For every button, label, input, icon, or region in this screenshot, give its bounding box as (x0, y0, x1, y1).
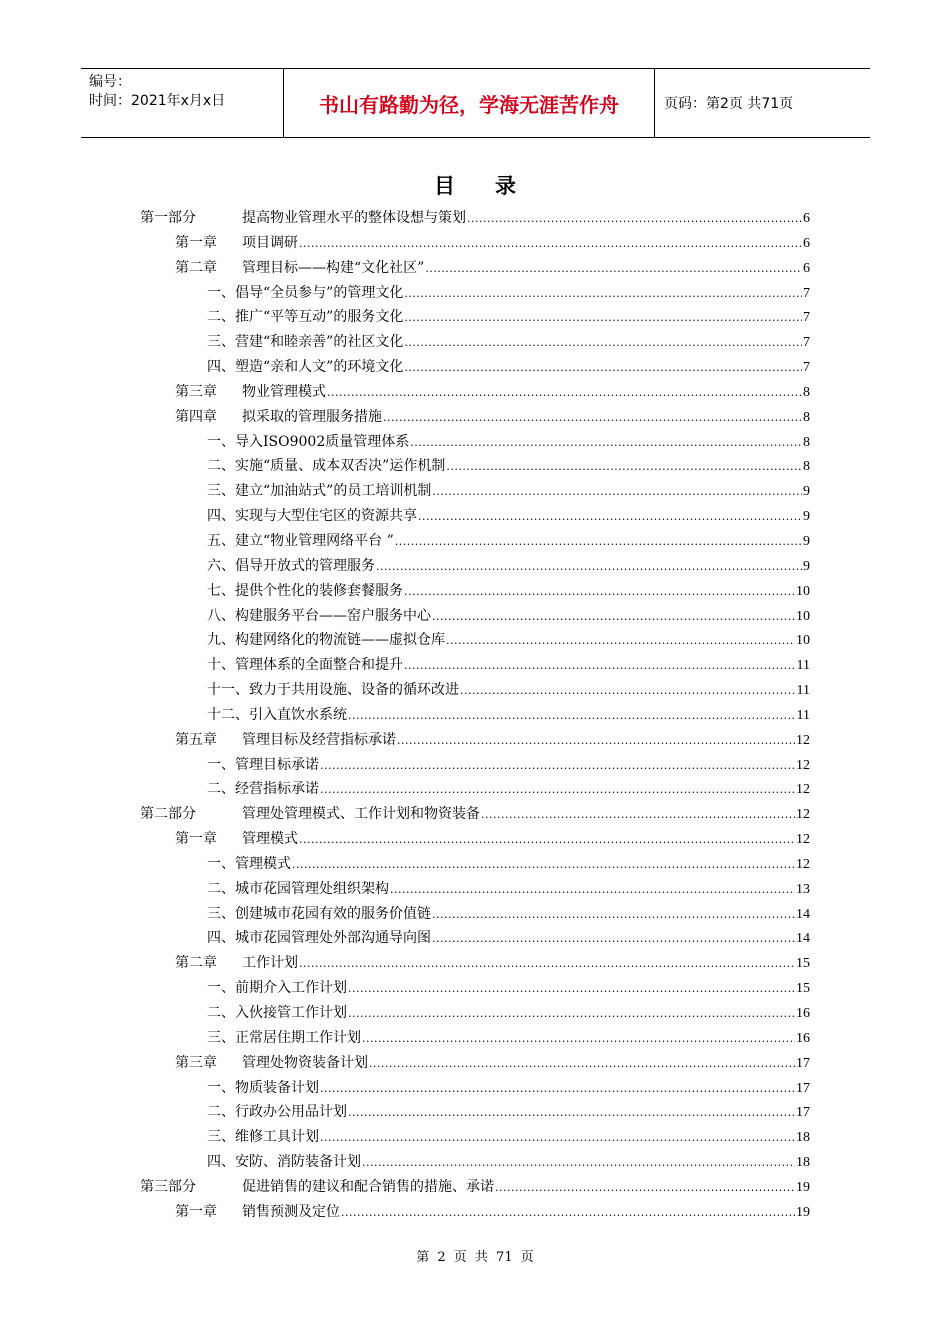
toc-entry-title (140, 1176, 494, 1196)
toc-entry[interactable] (140, 406, 810, 431)
toc-entry-title (207, 654, 403, 674)
toc-entry-text: 四、塑造“亲和人文”的环境文化 (207, 359, 404, 376)
toc-dot-leader (362, 1032, 795, 1045)
toc-title: 目录 (434, 174, 556, 198)
toc-entry-title (207, 977, 347, 997)
toc-entry-number: 第二章 (175, 955, 217, 972)
toc-entry[interactable] (140, 1002, 810, 1027)
toc-dot-leader (404, 336, 802, 349)
toc-dot-leader (432, 485, 802, 498)
toc-entry-title (207, 605, 431, 625)
toc-entry[interactable] (140, 729, 810, 754)
toc-entry-page: 19 (796, 1204, 810, 1220)
toc-entry-page: 7 (803, 360, 810, 376)
toc-entry-text: 管理目标——构建“文化社区” (242, 259, 425, 276)
toc-dot-leader (299, 833, 795, 846)
toc-entry-page: 8 (803, 434, 810, 450)
toc-dot-leader (327, 386, 802, 399)
toc-entry-title (140, 803, 480, 823)
toc-entry-number: 第一章 (175, 234, 217, 251)
toc-entry[interactable] (140, 331, 810, 356)
toc-entry-title (207, 1101, 347, 1121)
toc-dot-leader (446, 634, 795, 647)
toc-dot-leader (362, 1156, 795, 1169)
table-of-contents (140, 207, 810, 1226)
toc-entry-text: 管理目标及经营指标承诺 (242, 731, 396, 748)
toc-entry-title (207, 903, 431, 923)
toc-entry[interactable] (140, 927, 810, 952)
toc-entry-text: 提高物业管理水平的整体设想与策划 (242, 210, 466, 226)
toc-entry[interactable] (140, 605, 810, 630)
toc-entry-text: 一、前期介入工作计划 (207, 980, 347, 997)
toc-entry-text: 销售预测及定位 (242, 1203, 340, 1220)
toc-entry-page: 12 (796, 832, 810, 848)
toc-entry-title (175, 952, 298, 972)
toc-entry[interactable] (140, 381, 810, 406)
toc-dot-leader (418, 510, 802, 523)
toc-entry-title (207, 306, 403, 326)
toc-entry-page: 7 (803, 310, 810, 326)
toc-entry-title (207, 555, 375, 575)
toc-entry-text: 四、实现与大型住宅区的资源共享 (207, 508, 417, 525)
toc-entry[interactable] (140, 480, 810, 505)
toc-entry-title (175, 406, 382, 426)
toc-entry-title (175, 1201, 340, 1221)
toc-entry-title (175, 729, 396, 749)
toc-entry-title (207, 1077, 319, 1097)
toc-entry-number: 第五章 (175, 731, 217, 748)
toc-entry-title (207, 1027, 361, 1047)
toc-entry-text: 促进销售的建议和配合销售的措施、承诺 (242, 1178, 494, 1195)
toc-entry-text: 三、建立“加油站式”的员工培训机制 (207, 483, 432, 500)
toc-entry-text: 四、安防、消防装备计划 (207, 1154, 361, 1171)
document-number-label: 编号： (89, 74, 131, 90)
toc-entry-title (207, 580, 403, 600)
toc-entry-title (207, 530, 394, 550)
toc-entry-text: 项目调研 (242, 234, 298, 251)
toc-entry[interactable] (140, 356, 810, 381)
toc-entry-page: 8 (803, 409, 810, 425)
toc-dot-leader (404, 287, 802, 300)
toc-dot-leader (495, 1181, 795, 1194)
toc-entry-text: 二、推广“平等互动”的服务文化 (207, 309, 404, 326)
toc-entry-text: 一、导入ISO9002质量管理体系 (207, 433, 410, 450)
toc-entry-text: 二、经营指标承诺 (207, 781, 319, 798)
toc-entry-title (207, 754, 319, 774)
page-header (81, 68, 870, 138)
toc-dot-leader (376, 560, 802, 573)
toc-entry-text: 物业管理模式 (242, 383, 326, 400)
toc-entry[interactable] (140, 903, 810, 928)
toc-entry-text: 一、倡导“全员参与”的管理文化 (207, 284, 404, 301)
toc-entry-text: 三、维修工具计划 (207, 1129, 319, 1146)
toc-entry-page: 15 (796, 981, 810, 997)
toc-entry-text: 管理处管理模式、工作计划和物资装备 (242, 806, 480, 823)
toc-entry-page: 14 (796, 931, 810, 947)
toc-entry[interactable] (140, 1126, 810, 1151)
toc-entry-title (207, 778, 319, 798)
toc-entry[interactable] (140, 1052, 810, 1077)
toc-entry-title (175, 257, 424, 277)
toc-entry-text: 三、正常居住期工作计划 (207, 1029, 361, 1046)
toc-dot-leader (320, 759, 795, 772)
toc-entry[interactable] (140, 530, 810, 555)
toc-entry-number: 第一章 (175, 831, 217, 848)
toc-entry[interactable] (140, 828, 810, 853)
toc-entry-page: 15 (796, 956, 810, 972)
toc-entry-title (207, 679, 459, 699)
toc-entry-title (207, 455, 445, 475)
toc-entry-page: 6 (803, 235, 810, 251)
page-footer: 第 2 页 共 71 页 (416, 1250, 534, 1265)
toc-entry-page: 9 (803, 533, 810, 549)
toc-entry-page: 8 (803, 384, 810, 400)
toc-dot-leader (395, 535, 802, 548)
toc-dot-leader (348, 1106, 795, 1119)
toc-dot-leader (369, 1057, 795, 1070)
toc-entry[interactable] (140, 257, 810, 282)
toc-entry-page: 11 (796, 658, 810, 674)
toc-entry-text: 八、构建服务平台——窑户服务中心 (207, 607, 431, 624)
toc-entry-text: 二、城市花园管理处组织架构 (207, 880, 389, 897)
toc-entry-number: 第三章 (175, 1054, 217, 1071)
toc-entry[interactable] (140, 580, 810, 605)
toc-dot-leader (432, 908, 795, 921)
toc-entry-page: 12 (796, 807, 810, 823)
toc-dot-leader (390, 883, 795, 896)
toc-entry-page: 6 (803, 211, 810, 226)
header-page-label: 页码：第2页 共71页 (664, 96, 794, 112)
toc-dot-leader (404, 361, 802, 374)
toc-entry[interactable] (140, 754, 810, 779)
toc-entry-page: 16 (796, 1006, 810, 1021)
toc-entry[interactable] (140, 654, 810, 679)
toc-entry[interactable] (140, 1027, 810, 1052)
toc-dot-leader (341, 1206, 795, 1219)
toc-dot-leader (446, 460, 802, 473)
toc-entry[interactable] (140, 778, 810, 803)
toc-dot-leader (292, 858, 795, 871)
toc-entry-text: 十二、引入直饮水系统 (207, 706, 347, 723)
toc-dot-leader (467, 212, 802, 225)
toc-entry[interactable] (140, 282, 810, 307)
toc-entry-number: 第四章 (175, 408, 217, 425)
toc-entry[interactable] (140, 1077, 810, 1102)
toc-entry-text: 三、创建城市花园有效的服务价值链 (207, 905, 431, 922)
toc-entry[interactable] (140, 977, 810, 1002)
toc-entry-page: 12 (796, 757, 810, 773)
toc-entry-page: 6 (803, 260, 810, 276)
toc-entry-title (140, 207, 466, 227)
toc-entry-number: 第二部分 (140, 806, 196, 823)
toc-entry-title (175, 1052, 368, 1072)
toc-dot-leader (299, 957, 795, 970)
toc-dot-leader (432, 610, 795, 623)
toc-entry-page: 12 (796, 782, 810, 798)
toc-entry-page: 7 (803, 285, 810, 301)
toc-entry[interactable] (140, 803, 810, 828)
toc-entry-number: 第三章 (175, 383, 217, 400)
toc-entry-page: 19 (796, 1179, 810, 1195)
toc-dot-leader (404, 585, 795, 598)
toc-entry-text: 七、提供个性化的装修套餐服务 (207, 582, 403, 599)
toc-dot-leader (410, 436, 802, 449)
toc-entry-title (207, 1151, 361, 1171)
toc-entry-title (207, 853, 291, 873)
toc-dot-leader (481, 808, 795, 821)
toc-entry-title (207, 331, 403, 351)
toc-entry-page: 10 (796, 633, 810, 649)
toc-entry-title (175, 381, 326, 401)
toc-entry-title (207, 505, 417, 525)
toc-entry-page: 16 (796, 1030, 810, 1046)
header-meta (81, 69, 283, 137)
toc-entry-page: 11 (796, 707, 810, 723)
toc-entry[interactable] (140, 952, 810, 977)
toc-entry[interactable] (140, 306, 810, 331)
toc-entry-page: 12 (796, 732, 810, 748)
toc-entry-text: 二、实施“质量、成本双否决”运作机制 (207, 458, 446, 475)
toc-dot-leader (397, 734, 795, 747)
toc-entry-page: 17 (796, 1080, 810, 1096)
toc-entry-page: 14 (796, 906, 810, 922)
toc-entry-text: 十一、致力于共用设施、设备的循环改进 (207, 682, 459, 699)
toc-dot-leader (299, 237, 802, 250)
toc-dot-leader (348, 982, 795, 995)
toc-entry-page: 8 (803, 459, 810, 475)
toc-dot-leader (383, 411, 802, 424)
toc-entry[interactable] (140, 878, 810, 903)
toc-entry-text: 管理模式 (242, 831, 298, 848)
toc-entry-page: 9 (803, 558, 810, 574)
toc-entry-title (207, 1126, 319, 1146)
toc-entry-title (207, 878, 389, 898)
toc-entry-page: 13 (796, 881, 810, 897)
toc-dot-leader (425, 262, 802, 275)
toc-entry-title (207, 927, 431, 947)
toc-entry-page: 17 (796, 1105, 810, 1121)
toc-entry-title (175, 828, 298, 848)
toc-entry-number: 第三部分 (140, 1178, 196, 1195)
toc-entry-page: 9 (803, 484, 810, 500)
toc-dot-leader (432, 932, 795, 945)
toc-entry-page: 18 (796, 1155, 810, 1171)
toc-entry-page: 7 (803, 335, 810, 351)
toc-entry-text: 六、倡导开放式的管理服务 (207, 557, 375, 574)
toc-entry-text: 工作计划 (242, 955, 298, 972)
toc-dot-leader (348, 1007, 795, 1020)
toc-entry[interactable] (140, 853, 810, 878)
toc-entry-title (207, 629, 445, 649)
header-motto: 书山有路勤为径，学海无涯苦作舟 (283, 69, 655, 137)
toc-entry[interactable] (140, 1201, 810, 1226)
toc-entry-text: 九、构建网络化的物流链——虚拟仓库 (207, 632, 445, 649)
toc-entry-number: 第一章 (175, 1203, 217, 1220)
document-date-label: 时间：2021年x月x日 (89, 93, 226, 109)
toc-entry[interactable] (140, 455, 810, 480)
toc-entry-page: 17 (796, 1055, 810, 1071)
toc-entry-text: 五、建立“物业管理网络平台 ” (207, 532, 394, 549)
toc-entry-page: 9 (803, 509, 810, 525)
toc-entry-title (207, 282, 403, 302)
toc-dot-leader (460, 684, 796, 697)
toc-entry-number: 第一部分 (140, 210, 196, 226)
toc-entry-text: 二、行政办公用品计划 (207, 1104, 347, 1121)
toc-entry[interactable] (140, 704, 810, 729)
toc-dot-leader (348, 709, 796, 722)
toc-entry-page: 12 (796, 856, 810, 872)
toc-entry-page: 10 (796, 583, 810, 599)
toc-entry-text: 十、管理体系的全面整合和提升 (207, 657, 403, 674)
toc-entry-title (207, 704, 347, 724)
toc-entry-title (207, 1002, 347, 1022)
toc-entry[interactable] (140, 1176, 810, 1201)
toc-entry-text: 一、管理模式 (207, 855, 291, 872)
toc-entry[interactable] (140, 232, 810, 257)
toc-entry[interactable] (140, 1151, 810, 1176)
toc-dot-leader (404, 311, 802, 324)
toc-dot-leader (320, 1082, 795, 1095)
toc-entry-text: 管理处物资装备计划 (242, 1054, 368, 1071)
toc-entry-title (207, 356, 403, 376)
toc-entry[interactable] (140, 505, 810, 530)
toc-entry-page: 11 (796, 683, 810, 699)
toc-entry-number: 第二章 (175, 259, 217, 276)
toc-entry-text: 二、入伙接管工作计划 (207, 1005, 347, 1021)
toc-entry-text: 拟采取的管理服务措施 (242, 408, 382, 425)
toc-dot-leader (320, 783, 795, 796)
toc-entry-text: 一、管理目标承诺 (207, 756, 319, 773)
toc-entry[interactable] (140, 1101, 810, 1126)
toc-entry[interactable] (140, 629, 810, 654)
toc-entry[interactable] (140, 679, 810, 704)
toc-entry-title (207, 431, 409, 451)
toc-entry-text: 三、营建“和睦亲善”的社区文化 (207, 334, 404, 351)
toc-entry-text: 一、物质装备计划 (207, 1079, 319, 1096)
toc-entry-page: 10 (796, 608, 810, 624)
toc-entry-text: 四、城市花园管理处外部沟通导向图 (207, 930, 431, 947)
toc-entry-page: 18 (796, 1130, 810, 1146)
toc-entry-title (175, 232, 298, 252)
toc-entry-title (207, 480, 431, 500)
toc-dot-leader (404, 659, 796, 672)
toc-entry[interactable] (140, 555, 810, 580)
toc-entry[interactable] (140, 207, 810, 232)
toc-entry[interactable] (140, 431, 810, 456)
toc-dot-leader (320, 1131, 795, 1144)
